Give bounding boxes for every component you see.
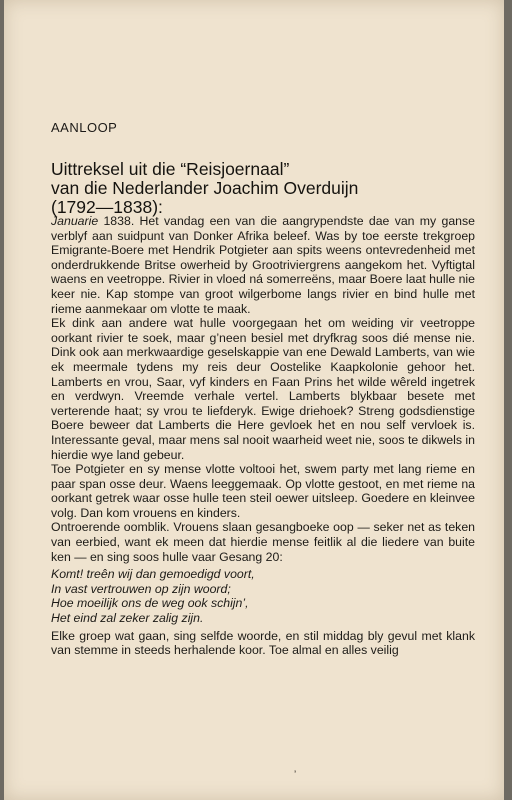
paragraph-4: Ontroerende oomblik. Vrouens slaan gesangboeke oop — seker net as teken van eerbied, want ek meen dat hierdie mense feitlik al die liedere van buite ken — en sing soos hulle vaar Gesang 20: — [51, 520, 475, 564]
paragraph-2: Ek dink aan andere wat hulle voorgegaan het om weiding vir veetroppe oorkant rivier te soek, maar g’neen besiel met dryfkrag soos dié mense nie. Dink ook aan merkwaardige geselskappie van ene Dewald Lamberts, van wie ek meermale tydens my reis deur Oostelike Kaapkolonie gehoor het. Lamberts en vrou, Saar, vyf kinders en Faan Prins het wilde wêreld ingetrek en verdwyn. Vreemde verhale vertel. Lamberts blykbaar besete met verterende haat; sy vrou te liefderyk. Ewige driehoek? Streng godsdienstige Boere beweer dat Lamberts die Here gevloek het en nou self vervloek is. Interessante geval, maar mens sal nooit waarheid weet nie, soos te dikwels in hierdie wye land gebeur. — [51, 316, 475, 462]
hymn-line: Komt! treên wij dan gemoedigd voort, — [51, 567, 255, 582]
section-heading: AANLOOP — [51, 120, 118, 135]
paragraph-text: 1838. Het vandag een van die aangrypendste dae van my ganse verblyf aan suidpunt van Donker Afrika beleef. Was by toe eerste trekgroep Emigrante-Boere met Hendrik Potgieter aan spits weens ontevredenheid met onderdrukkende Britse owerheid by Grootriviergrens aangekom het. Vyftigtal waens en veetroppe. Rivier in vloed ná somerreëns, maar Boere laat hulle nie keer nie. Kap stompe van groot wilgerbome langs rivier en bind hulle met rieme aanmekaar om vlotte te maak. — [51, 214, 475, 316]
paragraph-1 — [51, 214, 475, 316]
title-line: van die Nederlander Joachim Overduijn — [51, 178, 359, 198]
title-line: (1792—1838): — [51, 197, 163, 217]
journal-body — [51, 214, 475, 658]
paragraph-3: Toe Potgieter en sy mense vlotte voltooi het, swem party met lang rieme en paar span osse deur. Waens leeggemaak. Op vlotte gestoot, en met rieme na oorkant getrek waar osse hulle teen steil oewer uitsleep. Goedere en kleinvee volg. Dan kom vrouens en kinders. — [51, 462, 475, 520]
hymn-line: Hoe moeilijk ons de weg ook schijn’, — [51, 596, 249, 611]
title-line: Uittreksel uit die “Reisjoernaal” — [51, 159, 290, 179]
paragraph-5: Elke groep wat gaan, sing selfde woorde, en stil middag bly gevul met klank van stemme in steeds herhalende koor. Toe almal en alles veilig — [51, 628, 475, 658]
book-page — [4, 0, 504, 800]
hymn-line: Het eind zal zeker zalig zijn. — [51, 611, 204, 626]
hymn-verse — [51, 567, 475, 625]
hymn-line: In vast vertrouwen op zijn woord; — [51, 581, 231, 596]
page-title — [51, 160, 491, 217]
date-label: Januarie — [51, 214, 99, 228]
ink-mark: ʼ — [294, 770, 297, 781]
